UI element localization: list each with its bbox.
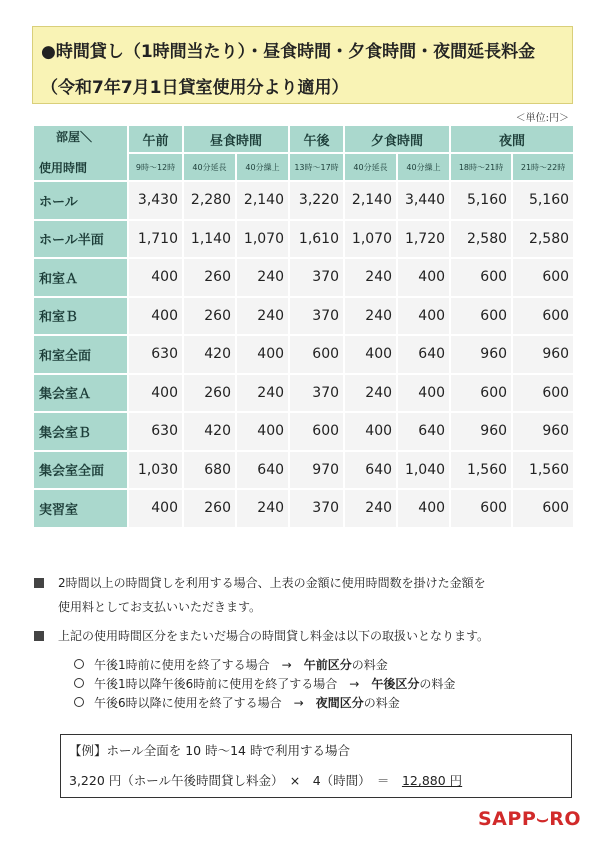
- row-header-room: 実習室: [33, 489, 128, 528]
- rate-cell: 370: [289, 297, 344, 336]
- rate-cell: 640: [344, 451, 397, 490]
- corner-time-label: 使用時間: [39, 161, 88, 175]
- rate-cell: 370: [289, 374, 344, 413]
- rate-cell: 600: [450, 297, 512, 336]
- column-sub-header: 40分繰上: [236, 153, 289, 181]
- column-group-header: 午後: [289, 125, 344, 153]
- table-corner-header: [33, 125, 128, 181]
- rate-cell: 240: [344, 258, 397, 297]
- column-sub-header: 13時～17時: [289, 153, 344, 181]
- option-item: 午後1時前に使用を終了する場合 → 午前区分の料金: [74, 656, 388, 673]
- example-result: 12,880 円: [401, 773, 463, 788]
- rate-cell: 260: [183, 374, 236, 413]
- rate-cell: 240: [344, 297, 397, 336]
- rate-cell: 960: [450, 335, 512, 374]
- rate-cell: 240: [236, 489, 289, 528]
- rate-cell: 1,610: [289, 220, 344, 259]
- rate-cell: 3,430: [128, 181, 183, 220]
- rate-cell: 240: [236, 297, 289, 336]
- column-sub-header: 40分繰上: [397, 153, 450, 181]
- rate-cell: 240: [236, 258, 289, 297]
- table-row: [33, 451, 574, 490]
- rate-cell: 400: [344, 412, 397, 451]
- rate-cell: 1,070: [236, 220, 289, 259]
- rate-cell: 260: [183, 489, 236, 528]
- column-sub-header: 40分延長: [344, 153, 397, 181]
- rate-cell: 600: [450, 374, 512, 413]
- rate-cell: 400: [128, 489, 183, 528]
- rate-cell: 420: [183, 412, 236, 451]
- rate-cell: 1,720: [397, 220, 450, 259]
- rate-cell: 970: [289, 451, 344, 490]
- rate-cell: 400: [397, 297, 450, 336]
- sapporo-logo: SAPP⌣RO: [478, 808, 582, 830]
- rate-cell: 260: [183, 297, 236, 336]
- rate-cell: 370: [289, 258, 344, 297]
- rate-cell: 2,140: [236, 181, 289, 220]
- table-row: [33, 335, 574, 374]
- rate-cell: 370: [289, 489, 344, 528]
- rate-cell: 640: [236, 451, 289, 490]
- row-header-room: 和室Ｂ: [33, 297, 128, 336]
- rate-cell: 630: [128, 412, 183, 451]
- rate-table: [32, 124, 575, 529]
- circle-bullet-icon: [74, 659, 84, 669]
- rate-cell: 960: [512, 412, 574, 451]
- row-header-room: ホール半面: [33, 220, 128, 259]
- column-sub-header: 9時～12時: [128, 153, 183, 181]
- table-row: [33, 220, 574, 259]
- rate-cell: 420: [183, 335, 236, 374]
- rate-cell: 960: [512, 335, 574, 374]
- rate-cell: 640: [397, 412, 450, 451]
- rate-cell: 240: [236, 374, 289, 413]
- rate-cell: 960: [450, 412, 512, 451]
- column-sub-header: 18時～21時: [450, 153, 512, 181]
- rate-cell: 1,040: [397, 451, 450, 490]
- square-bullet-icon: [34, 578, 44, 588]
- column-group-header: 夜間: [450, 125, 574, 153]
- note-text: 上記の使用時間区分をまたいだ場合の時間貸し料金は以下の取扱いとなります。: [58, 629, 490, 643]
- rate-cell: 1,560: [450, 451, 512, 490]
- rate-cell: 5,160: [450, 181, 512, 220]
- rate-cell: 1,070: [344, 220, 397, 259]
- table-row: [33, 374, 574, 413]
- rate-cell: 600: [512, 489, 574, 528]
- rate-cell: 1,140: [183, 220, 236, 259]
- rate-cell: 400: [236, 412, 289, 451]
- row-header-room: 和室全面: [33, 335, 128, 374]
- row-header-room: 和室Ａ: [33, 258, 128, 297]
- column-group-header: 午前: [128, 125, 183, 153]
- page-title: ●時間貸し（1時間当たり）・昼食時間・夕食時間・夜間延長料金: [41, 42, 536, 62]
- column-group-header: 夕食時間: [344, 125, 450, 153]
- rate-cell: 3,440: [397, 181, 450, 220]
- rate-cell: 400: [128, 258, 183, 297]
- rate-cell: 3,220: [289, 181, 344, 220]
- example-title: 【例】ホール全面を 10 時～14 時で利用する場合: [69, 743, 350, 758]
- rate-cell: 2,140: [344, 181, 397, 220]
- effective-date-note: （令和7年7月1日貸室使用分より適用）: [41, 78, 349, 98]
- rate-cell: 600: [289, 412, 344, 451]
- table-row: [33, 297, 574, 336]
- rate-cell: 600: [450, 258, 512, 297]
- rate-cell: 400: [128, 297, 183, 336]
- rate-cell: 400: [236, 335, 289, 374]
- rate-cell: 260: [183, 258, 236, 297]
- row-header-room: 集会室全面: [33, 451, 128, 490]
- rate-cell: 2,580: [512, 220, 574, 259]
- unit-label: ＜単位:円＞: [515, 113, 569, 124]
- rate-cell: 600: [512, 297, 574, 336]
- option-item: 午後6時以降に使用を終了する場合 → 夜間区分の料金: [74, 694, 400, 711]
- row-header-room: 集会室Ｂ: [33, 412, 128, 451]
- rate-cell: 2,580: [450, 220, 512, 259]
- circle-bullet-icon: [74, 678, 84, 688]
- rate-cell: 600: [289, 335, 344, 374]
- row-header-room: ホール: [33, 181, 128, 220]
- rate-cell: 5,160: [512, 181, 574, 220]
- rate-cell: 240: [344, 489, 397, 528]
- rate-cell: 600: [512, 374, 574, 413]
- example-calculation: 3,220 円（ホール午後時間貸し料金） × 4（時間） ＝ 12,880 円: [69, 773, 463, 788]
- note-crossing: [34, 627, 489, 646]
- rate-cell: 400: [397, 374, 450, 413]
- column-sub-header: 40分延長: [183, 153, 236, 181]
- note-multi-hour: [34, 574, 486, 593]
- rate-cell: 640: [397, 335, 450, 374]
- note-multi-hour-cont: 使用料としてお支払いいただきます。: [58, 600, 262, 614]
- circle-bullet-icon: [74, 697, 84, 707]
- column-sub-header: 21時～22時: [512, 153, 574, 181]
- rate-cell: 1,030: [128, 451, 183, 490]
- rate-cell: 400: [397, 258, 450, 297]
- rate-cell: 630: [128, 335, 183, 374]
- table-row: [33, 489, 574, 528]
- rate-cell: 600: [512, 258, 574, 297]
- rate-cell: 240: [344, 374, 397, 413]
- note-text: 2時間以上の時間貸しを利用する場合、上表の金額に使用時間数を掛けた金額を: [58, 576, 486, 590]
- row-header-room: 集会室Ａ: [33, 374, 128, 413]
- option-item: 午後1時以降午後6時前に使用を終了する場合 → 午後区分の料金: [74, 675, 455, 692]
- rate-cell: 400: [128, 374, 183, 413]
- corner-room-label: 部屋＼: [56, 130, 93, 144]
- rate-cell: 1,710: [128, 220, 183, 259]
- table-row: [33, 258, 574, 297]
- square-bullet-icon: [34, 631, 44, 641]
- rate-cell: 600: [450, 489, 512, 528]
- table-row: [33, 181, 574, 220]
- rate-cell: 400: [397, 489, 450, 528]
- title-box: [32, 26, 573, 104]
- rate-cell: 400: [344, 335, 397, 374]
- rate-cell: 680: [183, 451, 236, 490]
- column-group-header: 昼食時間: [183, 125, 289, 153]
- rate-cell: 1,560: [512, 451, 574, 490]
- rate-cell: 2,280: [183, 181, 236, 220]
- example-box: [60, 734, 572, 798]
- table-row: [33, 412, 574, 451]
